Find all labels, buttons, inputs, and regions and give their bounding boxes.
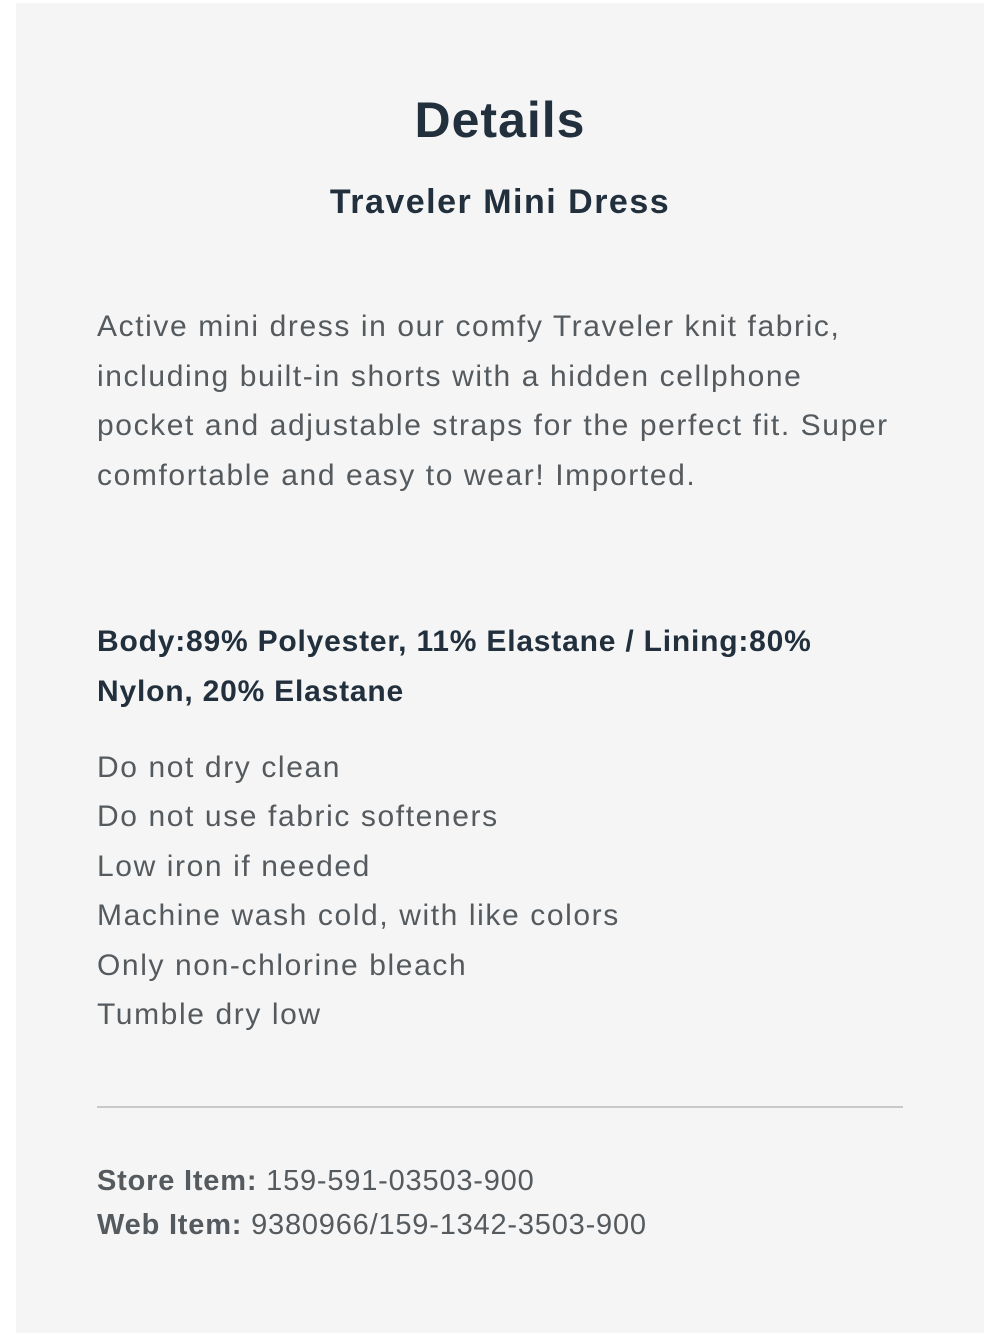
store-item-label: Store Item: (97, 1165, 258, 1197)
store-item-row (97, 1165, 535, 1198)
web-item-value: 9380966/159-1342-3503-900 (251, 1209, 647, 1241)
care-instruction-item: Do not dry clean (97, 751, 342, 784)
web-item-row (97, 1209, 647, 1242)
materials-text: Body:89% Polyester, 11% Elastane / Lining:80% Nylon, 20% Elastane (97, 625, 812, 708)
page-title: Details (414, 92, 586, 148)
web-item-label: Web Item: (97, 1209, 243, 1241)
product-name: Traveler Mini Dress (329, 183, 671, 221)
care-instruction-item: Do not use fabric softeners (97, 800, 499, 834)
details-panel (16, 3, 984, 1333)
section-divider (97, 1106, 903, 1108)
care-instruction-item: Low iron if needed (97, 849, 371, 883)
care-instruction-item: Tumble dry low (97, 998, 322, 1032)
product-description: Active mini dress in our comfy Traveler knit fabric, including built-in shorts with a hidden cellphone pocket and adjustable straps for the perfect fit. Super comfortable and easy to wear! Imported. (97, 310, 889, 492)
store-item-value: 159-591-03503-900 (266, 1165, 535, 1197)
care-instruction-item: Only non-chlorine bleach (97, 948, 468, 982)
care-instruction-item: Machine wash cold, with like colors (97, 899, 620, 933)
care-instructions-list (97, 743, 897, 1039)
